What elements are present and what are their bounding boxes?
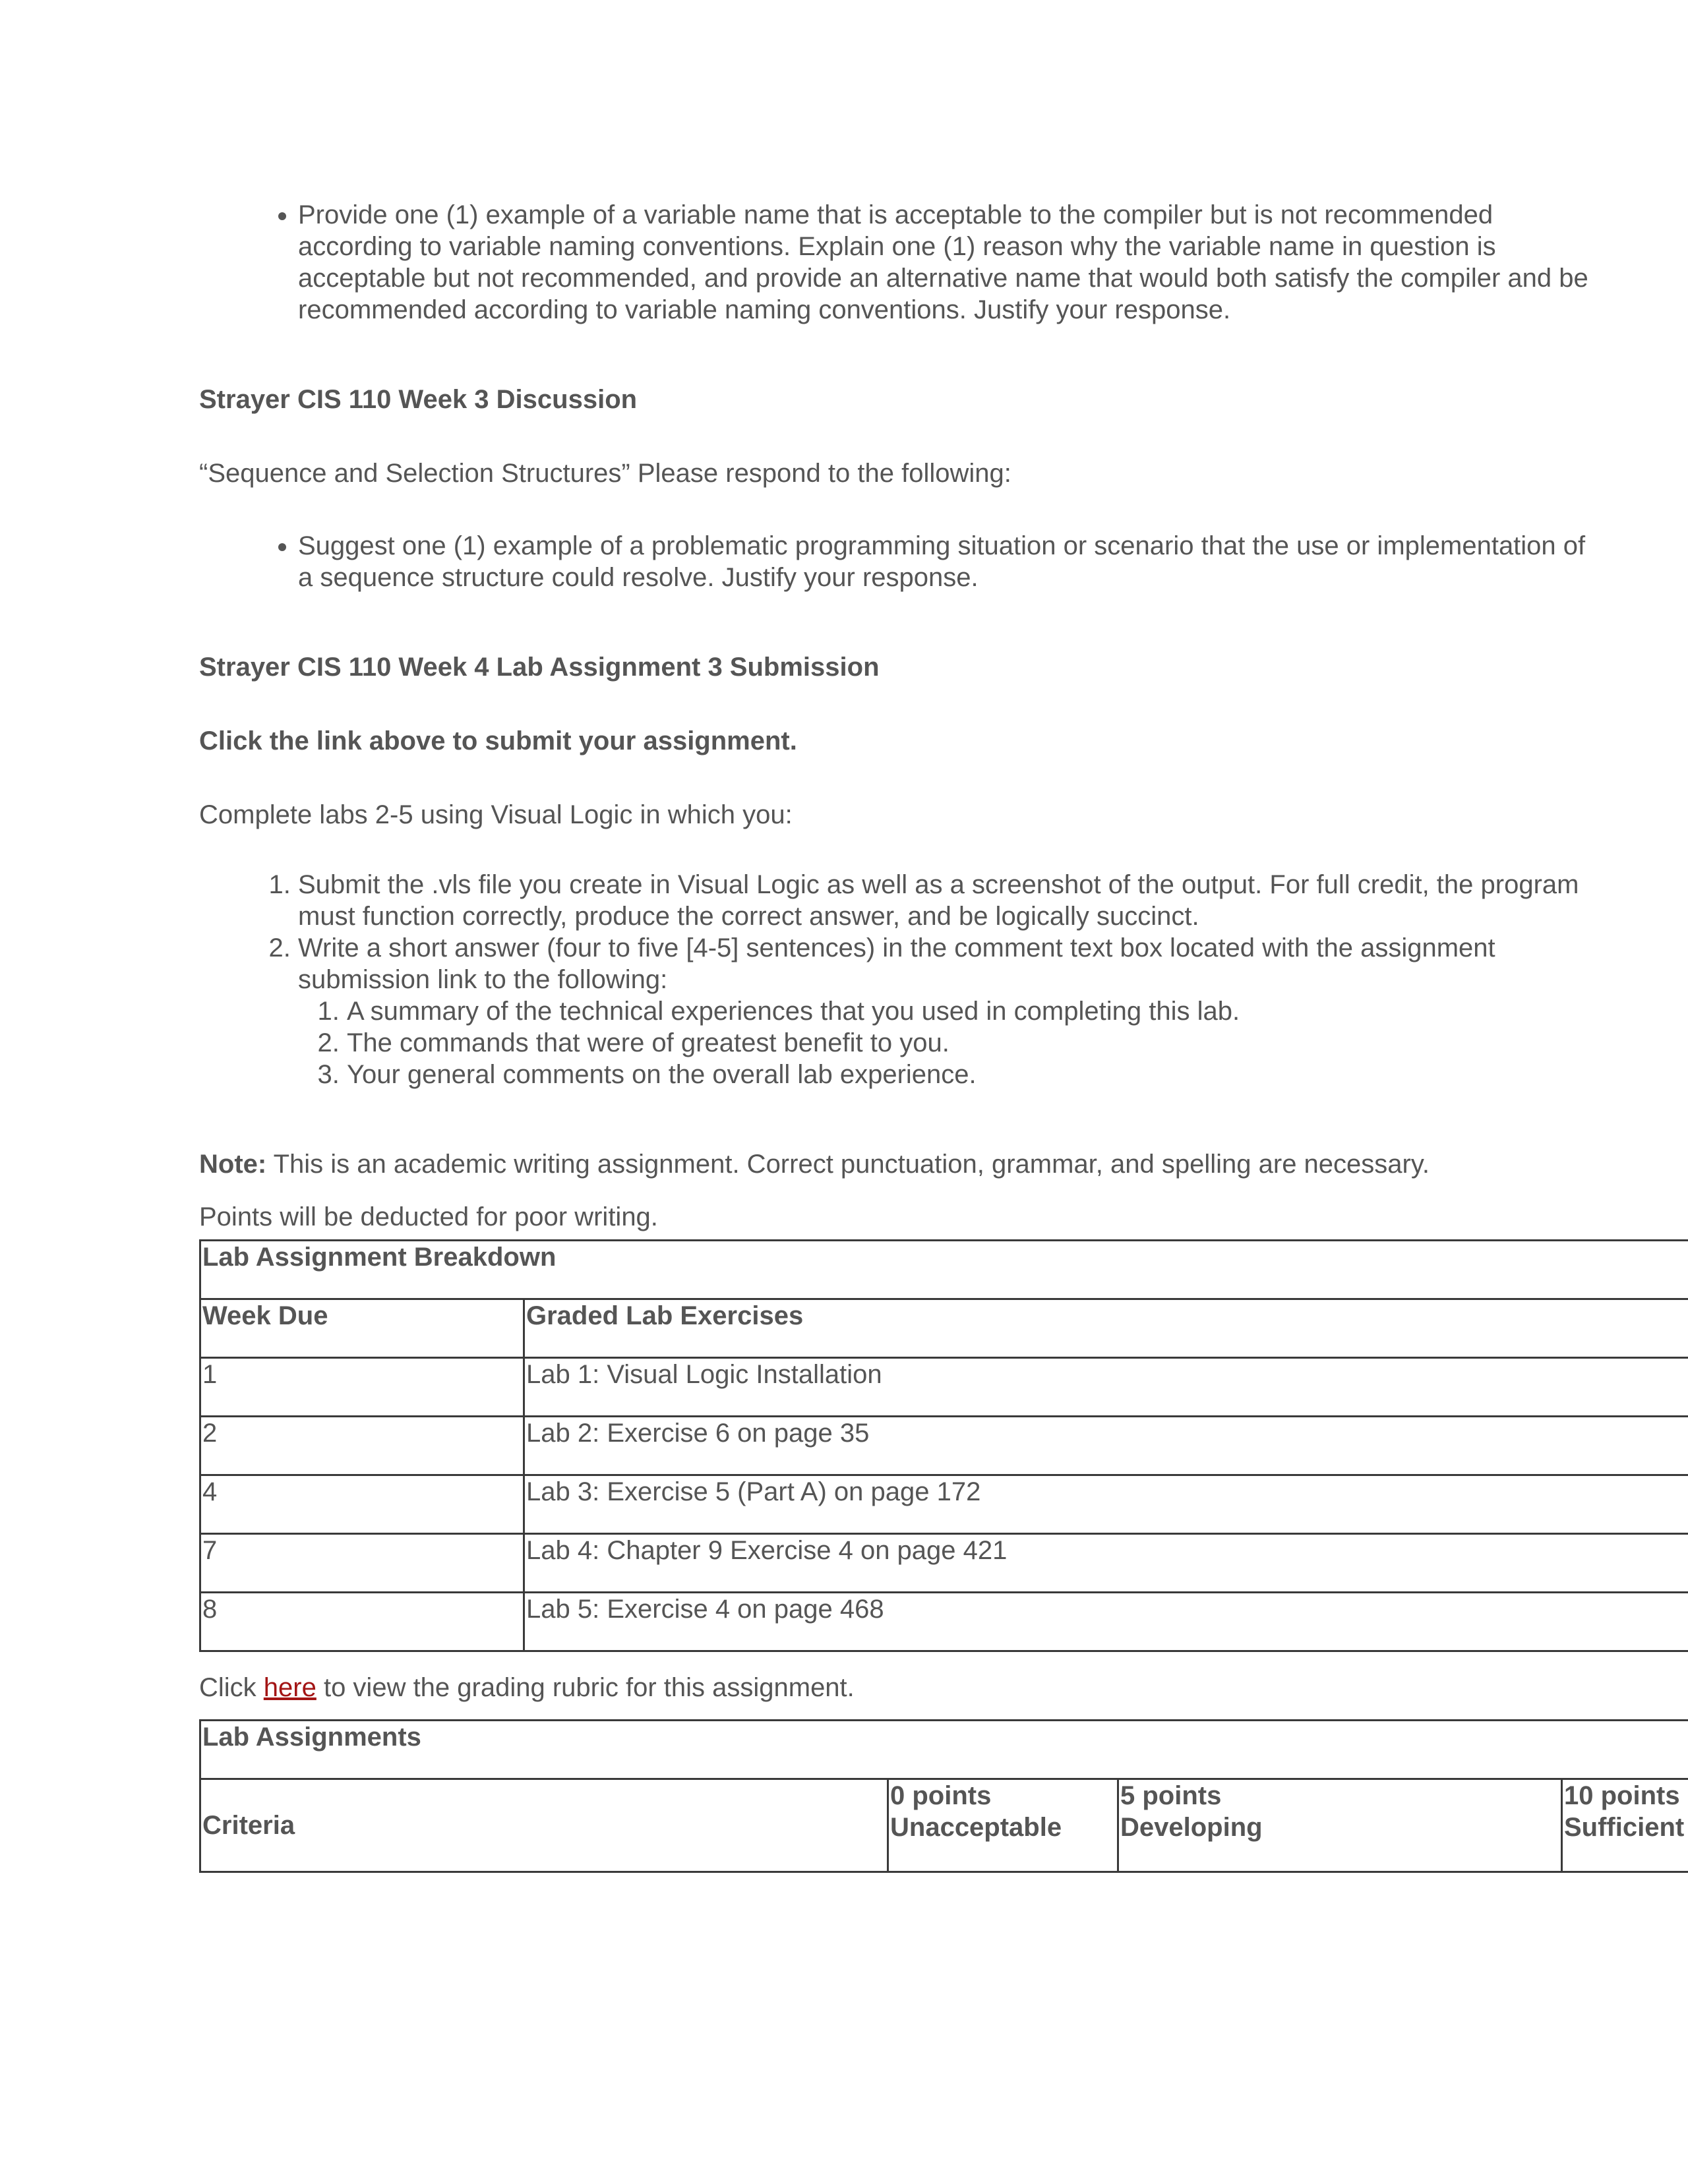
- short-answer-sublist: [298, 995, 1590, 1090]
- table-row: [200, 1358, 1688, 1417]
- five-points-header: [1118, 1779, 1562, 1872]
- requirement-item-2-text: Write a short answer (four to five [4-5] sentences) in the comment text box located with the assignment submission link to the following:: [298, 933, 1495, 994]
- rubric-header-row: [200, 1779, 1688, 1872]
- ten-points-header: [1562, 1779, 1688, 1872]
- rubric-table: [199, 1719, 1688, 1873]
- week4-heading: Strayer CIS 110 Week 4 Lab Assignment 3 Submission: [199, 653, 880, 682]
- sub-item-1: 1. A summary of the technical experiences that you used in completing this lab.: [347, 995, 1590, 1027]
- note-paragraph: [199, 1148, 1688, 1180]
- ten-points-label: Sufficient: [1564, 1813, 1685, 1842]
- week3-bullet-list: [199, 530, 1688, 593]
- week-cell: 7: [200, 1534, 524, 1593]
- week-due-header: Week Due: [200, 1299, 524, 1358]
- rubric-link[interactable]: here: [263, 1673, 316, 1702]
- points-deduction: Points will be deducted for poor writing.: [199, 1202, 658, 1231]
- ten-points-value: 10 points: [1564, 1781, 1680, 1810]
- zero-points-value: 0 points: [890, 1781, 992, 1810]
- breakdown-title-cell: Lab Assignment Breakdown: [200, 1241, 1688, 1299]
- document-page: [199, 199, 1688, 1873]
- rubric-link-before: Click: [199, 1673, 264, 1702]
- rubric-link-after: to view the grading rubric for this assignment.: [316, 1673, 855, 1702]
- rubric-title-cell: Lab Assignments: [200, 1721, 1688, 1779]
- table-title-row: [200, 1241, 1688, 1299]
- week3-prompt: “Sequence and Selection Structures” Please respond to the following:: [199, 459, 1011, 488]
- table-header-row: [200, 1299, 1688, 1358]
- graded-lab-header: Graded Lab Exercises: [524, 1299, 1688, 1358]
- week-cell: 8: [200, 1593, 524, 1651]
- table-row: [200, 1417, 1688, 1475]
- zero-points-label: Unacceptable: [890, 1813, 1062, 1842]
- requirements-list: [199, 869, 1688, 1090]
- week-cell: 4: [200, 1475, 524, 1534]
- table-row: [200, 1593, 1688, 1651]
- intro-bullet-list: [199, 199, 1688, 326]
- note-label: Note:: [199, 1150, 267, 1179]
- intro-bullet-item: • Provide one (1) example of a variable name that is acceptable to the compiler but is not recommended according to variable naming conventions. Explain one (1) reason why the variable name in question is acceptable but not recommended, and provide an alternative name that would both satisfy the compiler and be recommended according to variable naming conventions. Justify your response.: [298, 199, 1590, 326]
- labs-intro: Complete labs 2-5 using Visual Logic in which you:: [199, 800, 793, 829]
- lab-cell: Lab 5: Exercise 4 on page 468: [524, 1593, 1688, 1651]
- lab-cell: Lab 1: Visual Logic Installation: [524, 1358, 1688, 1417]
- week-cell: 1: [200, 1358, 524, 1417]
- requirement-item-2: [298, 932, 1590, 1090]
- five-points-value: 5 points: [1120, 1781, 1222, 1810]
- rubric-title-row: [200, 1721, 1688, 1779]
- criteria-header: Criteria: [200, 1779, 888, 1872]
- submit-instruction: Click the link above to submit your assignment.: [199, 726, 797, 755]
- lab-cell: Lab 2: Exercise 6 on page 35: [524, 1417, 1688, 1475]
- week-cell: 2: [200, 1417, 524, 1475]
- lab-cell: Lab 4: Chapter 9 Exercise 4 on page 421: [524, 1534, 1688, 1593]
- week3-heading: Strayer CIS 110 Week 3 Discussion: [199, 385, 638, 414]
- note-text: This is an academic writing assignment. Correct punctuation, grammar, and spelling are necessary.: [266, 1150, 1430, 1179]
- rubric-link-paragraph: [199, 1672, 1688, 1703]
- week3-bullet-item: • Suggest one (1) example of a problematic programming situation or scenario that the use or implementation of a sequence structure could resolve. Justify your response.: [298, 530, 1590, 593]
- five-points-label: Developing: [1120, 1813, 1263, 1842]
- lab-cell: Lab 3: Exercise 5 (Part A) on page 172: [524, 1475, 1688, 1534]
- requirement-item-1: 1. Submit the .vls file you create in Visual Logic as well as a screenshot of the output. For full credit, the program must function correctly, produce the correct answer, and be logically succinct.: [298, 869, 1590, 932]
- sub-item-3: 3. Your general comments on the overall lab experience.: [347, 1059, 1590, 1090]
- zero-points-header: [888, 1779, 1118, 1872]
- table-row: [200, 1534, 1688, 1593]
- lab-breakdown-table: [199, 1239, 1688, 1652]
- sub-item-2: 2. The commands that were of greatest benefit to you.: [347, 1027, 1590, 1059]
- table-row: [200, 1475, 1688, 1534]
